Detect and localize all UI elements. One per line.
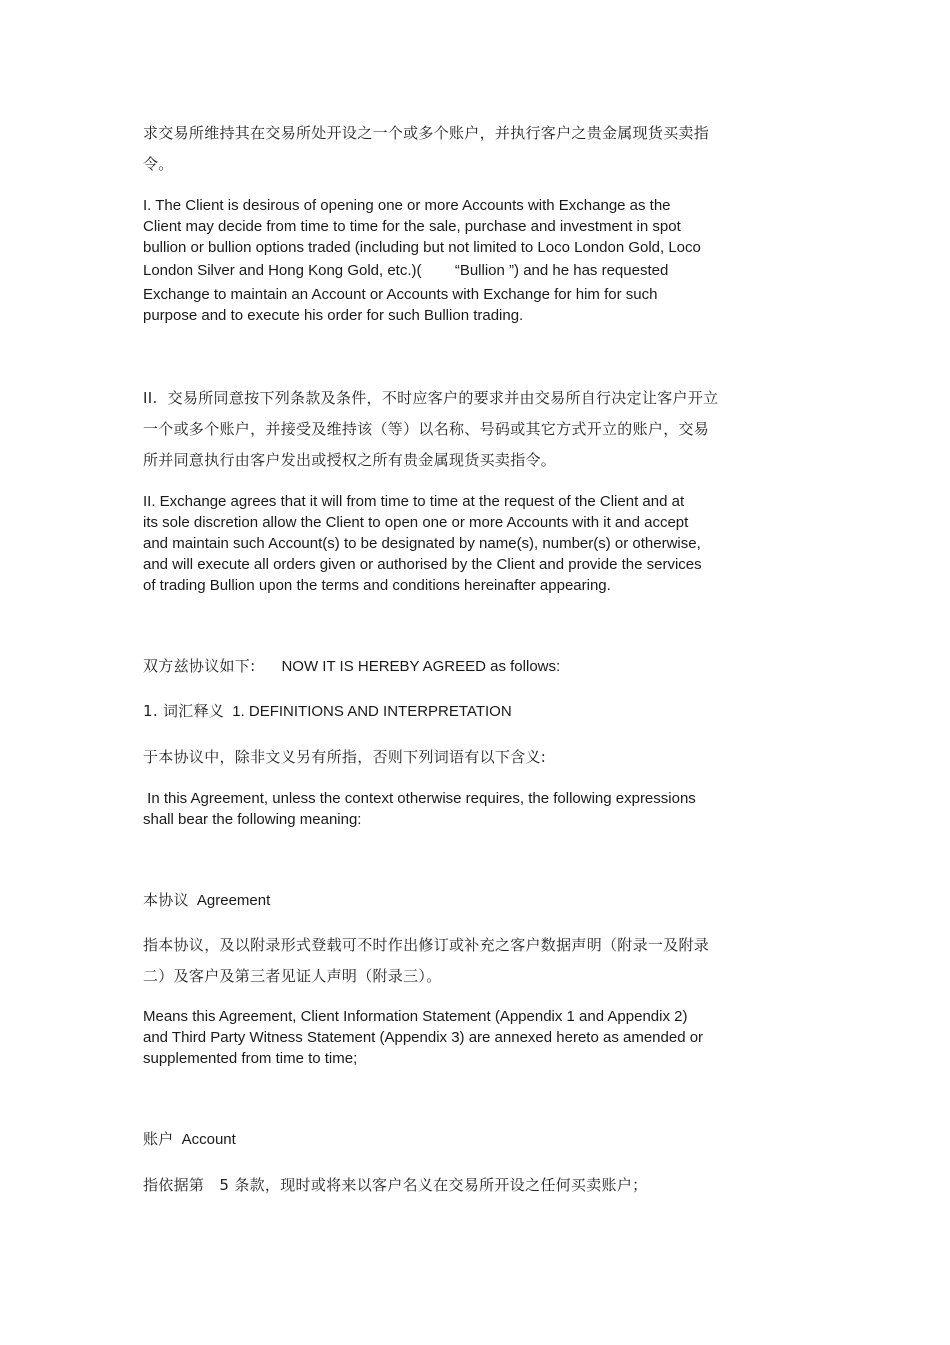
text-line: 一个或多个账户，并接受及维持该（等）以名称、号码或其它方式开立的账户，交易 bbox=[143, 420, 710, 438]
text-line: shall bear the following meaning: bbox=[143, 811, 362, 828]
text-line: 求交易所维持其在交易所处开设之一个或多个账户，并执行客户之贵金属现货买卖指 bbox=[143, 124, 710, 142]
text-line: II. Exchange agrees that it will from time to time at the request of the Client and at bbox=[143, 493, 685, 510]
agreed-heading-chinese: 双方兹协议如下: bbox=[143, 657, 256, 675]
text-line: 二）及客户及第三者见证人声明（附录三）。 bbox=[143, 967, 442, 985]
text-line: of trading Bullion upon the terms and conditions hereinafter appearing. bbox=[143, 577, 611, 594]
definitions-intro-chinese bbox=[143, 742, 743, 773]
text-line: 指依据第 5 条款，现时或将来以客户名义在交易所开设之任何买卖账户； bbox=[143, 1176, 648, 1194]
text-line: 所并同意执行由客户发出或授权之所有贵金属现货买卖指令。 bbox=[143, 451, 557, 469]
paragraph-II-chinese bbox=[143, 383, 743, 476]
definitions-intro-english bbox=[143, 788, 743, 830]
term-account-definition-chinese bbox=[143, 1170, 743, 1201]
paragraph-intro-chinese bbox=[143, 118, 743, 180]
text-line: II. 交易所同意按下列条款及条件，不时应客户的要求并由交易所自行决定让客户开立 bbox=[143, 389, 719, 407]
text-line: 指本协议，及以附录形式登载可不时作出修订或补充之客户数据声明（附录一及附录 bbox=[143, 936, 710, 954]
text-line: In this Agreement, unless the context otherwise requires, the following expressions bbox=[143, 790, 696, 807]
section-heading-chinese: 1. 词汇释义 bbox=[143, 702, 225, 720]
text-line: I. The Client is desirous of opening one or more Accounts with Exchange as the bbox=[143, 197, 671, 214]
text-line: 于本协议中，除非文义另有所指，否则下列词语有以下含义: bbox=[143, 748, 547, 766]
text-line: London Silver and Hong Kong Gold, etc.)( “Bullion ”) and he has requested bbox=[143, 262, 669, 279]
paragraph-II-english bbox=[143, 491, 743, 596]
text-line: and will execute all orders given or authorised by the Client and provide the services bbox=[143, 556, 702, 573]
section-heading-definitions bbox=[143, 696, 743, 727]
term-chinese: 账户 bbox=[143, 1130, 174, 1148]
term-agreement-definition-chinese bbox=[143, 930, 743, 992]
text-line: purpose and to execute his order for such Bullion trading. bbox=[143, 307, 524, 324]
agreed-heading bbox=[143, 651, 743, 682]
section-heading-english: 1. DEFINITIONS AND INTERPRETATION bbox=[232, 703, 512, 720]
text-line: Client may decide from time to time for the sale, purchase and investment in spot bbox=[143, 218, 681, 235]
text-line: and maintain such Account(s) to be designated by name(s), number(s) or otherwise, bbox=[143, 535, 701, 552]
term-english: Account bbox=[181, 1131, 236, 1148]
text-line: and Third Party Witness Statement (Appendix 3) are annexed hereto as amended or bbox=[143, 1029, 704, 1046]
text-line: Means this Agreement, Client Information Statement (Appendix 1 and Appendix 2) bbox=[143, 1008, 688, 1025]
text-line: Exchange to maintain an Account or Accounts with Exchange for him for such bbox=[143, 286, 658, 303]
text-line: bullion or bullion options traded (including but not limited to Loco London Gold, Loco bbox=[143, 239, 701, 256]
text-line: its sole discretion allow the Client to open one or more Accounts with it and accept bbox=[143, 514, 689, 531]
paragraph-I-english bbox=[143, 195, 743, 326]
text-line: 令。 bbox=[143, 155, 174, 173]
term-chinese: 本协议 bbox=[143, 891, 189, 909]
term-agreement-definition-english bbox=[143, 1006, 743, 1069]
agreed-heading-english: NOW IT IS HEREBY AGREED as follows: bbox=[281, 658, 561, 675]
text-line: supplemented from time to time; bbox=[143, 1050, 358, 1067]
term-english: Agreement bbox=[196, 892, 271, 909]
term-account-heading bbox=[143, 1124, 743, 1155]
term-agreement-heading bbox=[143, 885, 743, 916]
